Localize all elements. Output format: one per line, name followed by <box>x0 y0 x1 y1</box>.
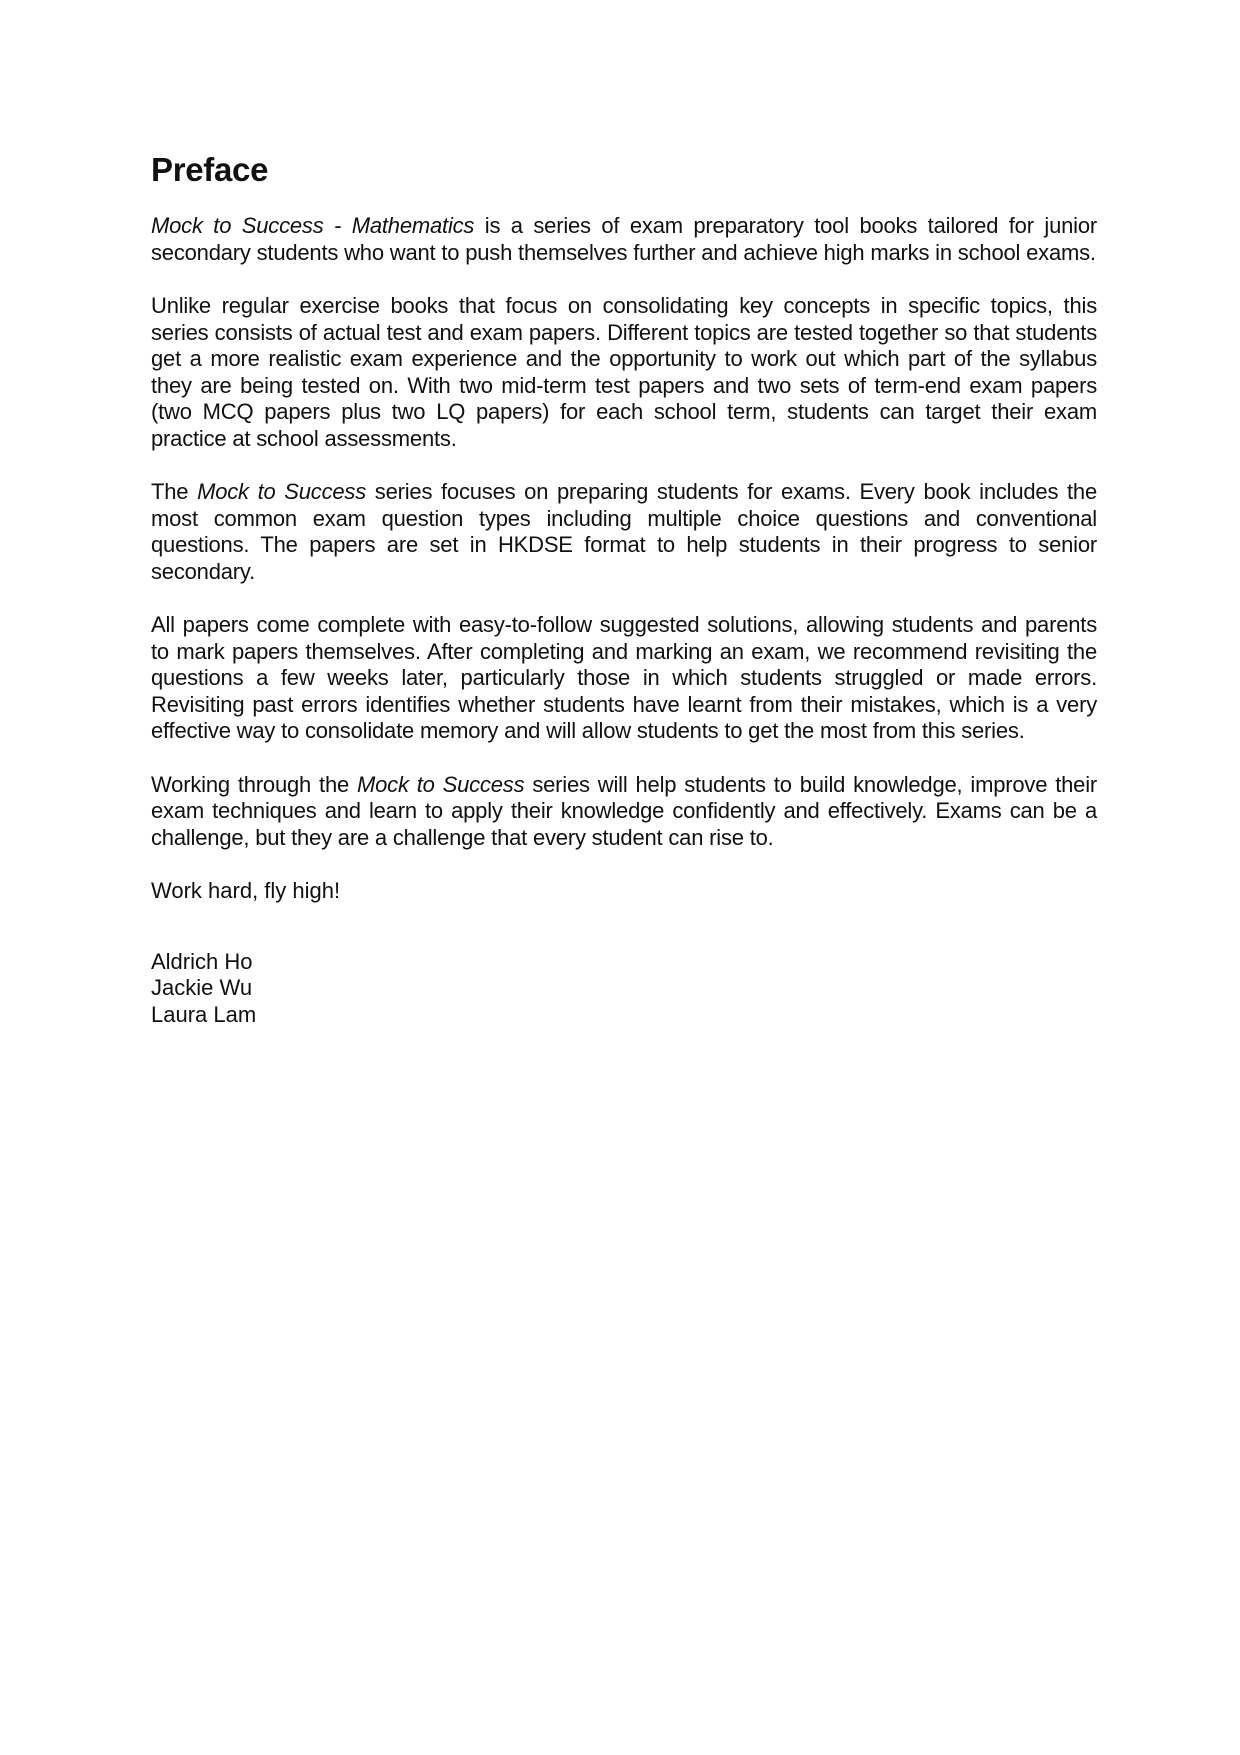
paragraph-series-contents: Unlike regular exercise books that focus on consolidating key concepts in specific topics, this series consists of actual test and exam papers. Different topics are tested together so that students get a more realistic exam experience and the opportunity to work out which part of the syllabus they are being tested on. With two mid-term test papers and two sets of term-end exam papers (two MCQ papers plus two LQ papers) for each school term, students can target their exam practice at school assessments. <box>151 293 1097 451</box>
paragraph-conclusion <box>151 772 1097 852</box>
paragraph-conclusion-text: series will help students to build knowledge, improve their exam techniques and learn to apply their knowledge confidently and effectively. Exams can be a challenge, but they are a challenge that every student can rise to. <box>151 771 1098 850</box>
author-name: Laura Lam <box>151 1001 257 1027</box>
paragraph-solutions: All papers come complete with easy-to-follow suggested solutions, allowing students and parents to mark papers themselves. After completing and marking an exam, we recommend revisiting the questions a few weeks later, particularly those in which students struggled or made errors. Revisiting past errors identifies whether students have learnt from their mistakes, which is a very effective way to consolidate memory and will allow students to get the most from this series. <box>151 612 1097 743</box>
paragraph-conclusion-lead: Working through the <box>151 771 357 797</box>
paragraph-intro <box>151 213 1097 266</box>
page-title: Preface <box>151 151 269 188</box>
series-name: Mock to Success <box>356 771 525 797</box>
closing-line: Work hard, fly high! <box>151 878 341 903</box>
preface-page <box>151 148 1097 1028</box>
author-signatures <box>151 949 1097 1029</box>
author-name: Aldrich Ho <box>151 948 253 974</box>
paragraph-exam-focus <box>151 479 1097 585</box>
paragraph-exam-focus-lead: The <box>151 479 198 504</box>
series-title: Mock to Success - Mathematics <box>151 213 475 238</box>
paragraph-intro-text: is a series of exam preparatory tool books tailored for junior secondary students who want to push themselves further and achieve high marks in school exams. <box>151 213 1097 265</box>
paragraph-exam-focus-text: series focuses on preparing students for exams. Every book includes the most common exam question types including multiple choice questions and conventional questions. The papers are set in HKDSE format to help students in their progress to senior secondary. <box>151 479 1097 584</box>
author-name: Jackie Wu <box>151 975 253 1000</box>
series-name: Mock to Success <box>197 479 367 504</box>
